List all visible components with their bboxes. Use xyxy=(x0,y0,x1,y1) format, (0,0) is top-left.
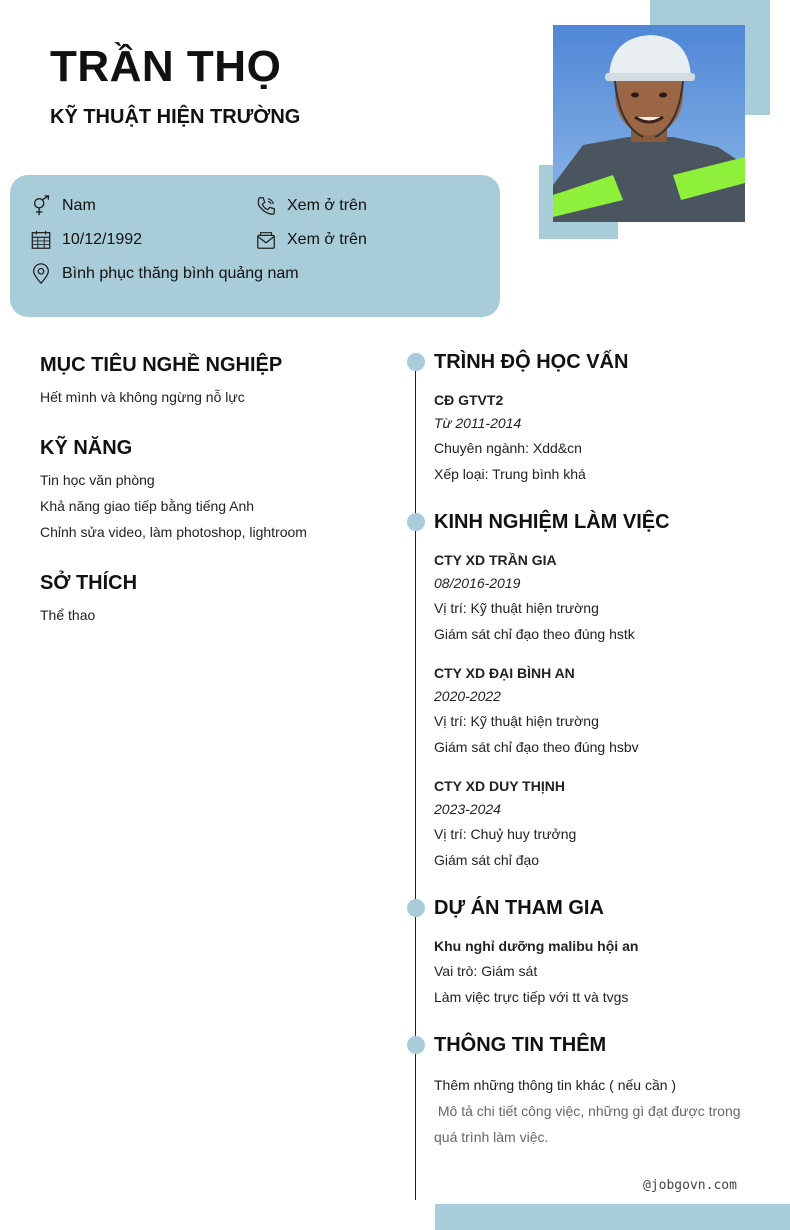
location-pin-icon xyxy=(30,263,52,285)
phone-icon xyxy=(255,195,277,217)
education-period: Từ 2011-2014 xyxy=(434,415,522,431)
dob-value: 10/12/1992 xyxy=(62,231,143,248)
job-company: CTY XD TRẦN GIA xyxy=(434,552,557,568)
address-value: Bình phục thăng bình quảng nam xyxy=(62,265,299,282)
email-value: Xem ở trên xyxy=(287,231,367,248)
extra-info-placeholder: Mô tả chi tiết công việc, những gì đạt được trong xyxy=(434,1103,741,1119)
project-description: Làm việc trực tiếp với tt và tvgs xyxy=(434,989,629,1005)
job-description: Giám sát chỉ đạo xyxy=(434,852,540,868)
profile-photo-image xyxy=(553,25,745,222)
contact-gender xyxy=(30,193,96,219)
phone-value: Xem ở trên xyxy=(287,197,367,214)
hobbies-title: SỞ THÍCH xyxy=(40,572,138,594)
skills-title: KỸ NĂNG xyxy=(40,437,133,459)
job-title: KỸ THUẬT HIỆN TRƯỜNG xyxy=(50,106,301,128)
job-period: 2020-2022 xyxy=(434,688,501,704)
footer-accent-bar xyxy=(435,1204,790,1230)
experience-title: KINH NGHIỆM LÀM VIỆC xyxy=(434,511,670,533)
timeline-dot xyxy=(407,353,425,371)
extra-info-line: Thêm những thông tin khác ( nếu cần ) xyxy=(434,1077,677,1093)
contact-address xyxy=(30,261,299,287)
calendar-icon xyxy=(30,229,52,251)
extra-info-placeholder: quá trình làm việc. xyxy=(434,1129,549,1145)
contact-email xyxy=(255,227,367,253)
extra-info-title: THÔNG TIN THÊM xyxy=(434,1034,607,1056)
projects-title: DỰ ÁN THAM GIA xyxy=(434,897,604,919)
job-position: Vị trí: Kỹ thuật hiện trường xyxy=(434,713,599,729)
education-major: Chuyên ngành: Xdd&cn xyxy=(434,440,582,456)
contact-phone xyxy=(255,193,367,219)
hobbies-text: Thể thao xyxy=(40,607,96,623)
skill-item: Khả năng giao tiếp bằng tiếng Anh xyxy=(40,498,255,514)
job-period: 08/2016-2019 xyxy=(434,575,521,591)
timeline-dot xyxy=(407,513,425,531)
objective-text: Hết mình và không ngừng nỗ lực xyxy=(40,389,245,405)
job-description: Giám sát chỉ đạo theo đúng hsbv xyxy=(434,739,639,755)
education-title: TRÌNH ĐỘ HỌC VẤN xyxy=(434,351,629,373)
contact-info-box xyxy=(10,175,500,317)
job-description: Giám sát chỉ đạo theo đúng hstk xyxy=(434,626,635,642)
education-rank: Xếp loại: Trung bình khá xyxy=(434,466,586,482)
objective-title: MỤC TIÊU NGHỀ NGHIỆP xyxy=(40,354,283,376)
candidate-name: TRẦN THỌ xyxy=(50,42,282,91)
job-company: CTY XD DUY THỊNH xyxy=(434,778,565,794)
timeline-dot xyxy=(407,899,425,917)
project-role: Vai trò: Giám sát xyxy=(434,963,538,979)
job-position: Vị trí: Kỹ thuật hiện trường xyxy=(434,600,599,616)
contact-dob xyxy=(30,227,142,253)
job-company: CTY XD ĐẠI BÌNH AN xyxy=(434,665,575,681)
project-name: Khu nghỉ dưỡng malibu hội an xyxy=(434,938,639,954)
skill-item: Chỉnh sửa video, làm photoshop, lightroom xyxy=(40,524,307,540)
timeline-dot xyxy=(407,1036,425,1054)
email-icon xyxy=(255,229,277,251)
education-school: CĐ GTVT2 xyxy=(434,392,504,408)
profile-photo xyxy=(553,25,745,222)
watermark: @jobgovn.com xyxy=(643,1178,737,1193)
gender-icon xyxy=(30,195,52,217)
skill-item: Tin học văn phòng xyxy=(40,472,155,488)
job-position: Vị trí: Chuỷ huy trưởng xyxy=(434,826,577,842)
job-period: 2023-2024 xyxy=(434,801,501,817)
gender-value: Nam xyxy=(62,197,96,214)
timeline-line xyxy=(415,360,416,1200)
